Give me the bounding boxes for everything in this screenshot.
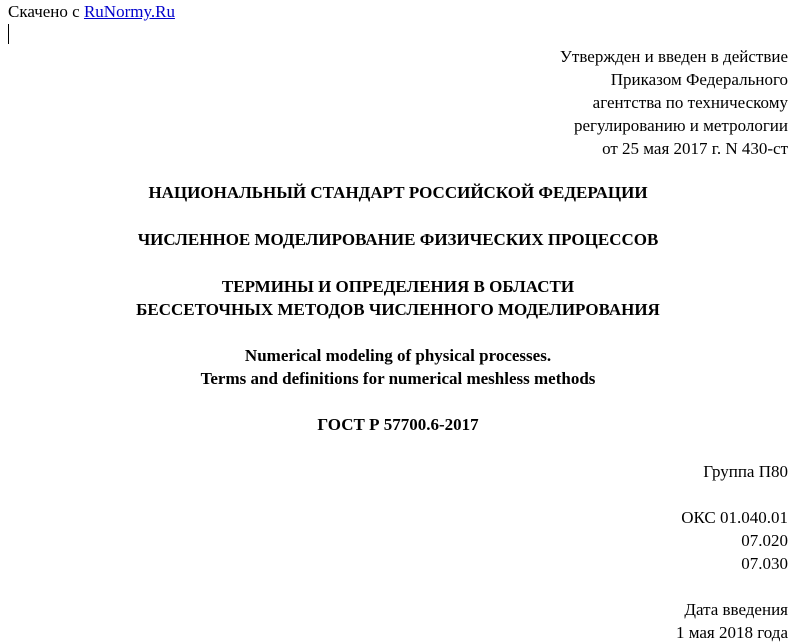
english-title-line-1: Numerical modeling of physical processes.: [244, 346, 552, 365]
approval-line-4: регулированию и метрологии: [573, 116, 788, 135]
approval-block: [560, 45, 788, 160]
english-title-line-2: Terms and definitions for numerical meshless methods: [200, 369, 596, 388]
approval-line-3: агентства по техническому: [592, 93, 788, 112]
standard-designation: ГОСТ Р 57700.6-2017: [317, 415, 479, 434]
text-cursor: [8, 24, 9, 44]
oks-code-3: 07.030: [741, 554, 788, 573]
classification-group: Группа П80: [703, 462, 788, 481]
approval-line-2: Приказом Федерального: [610, 70, 788, 89]
effective-date-value: 1 мая 2018 года: [675, 623, 788, 642]
oks-code-1: ОКС 01.040.01: [681, 508, 788, 527]
terms-heading-line-2: БЕССЕТОЧНЫХ МЕТОДОВ ЧИСЛЕННОГО МОДЕЛИРОВАНИЯ: [136, 300, 660, 319]
approval-line-5: от 25 мая 2017 г. N 430-ст: [602, 139, 788, 158]
subject-heading: ЧИСЛЕННОЕ МОДЕЛИРОВАНИЕ ФИЗИЧЕСКИХ ПРОЦЕССОВ: [137, 230, 659, 249]
approval-line-1: Утвержден и введен в действие: [559, 47, 788, 66]
download-source-line: [8, 0, 175, 23]
standard-name-heading: НАЦИОНАЛЬНЫЙ СТАНДАРТ РОССИЙСКОЙ ФЕДЕРАЦИИ: [148, 183, 648, 202]
downloaded-prefix: Скачено с: [8, 2, 80, 21]
site-link[interactable]: RuNormy.Ru: [83, 2, 175, 21]
terms-heading-line-1: ТЕРМИНЫ И ОПРЕДЕЛЕНИЯ В ОБЛАСТИ: [221, 277, 575, 296]
oks-code-2: 07.020: [741, 531, 788, 550]
effective-date-label: Дата введения: [684, 600, 788, 619]
